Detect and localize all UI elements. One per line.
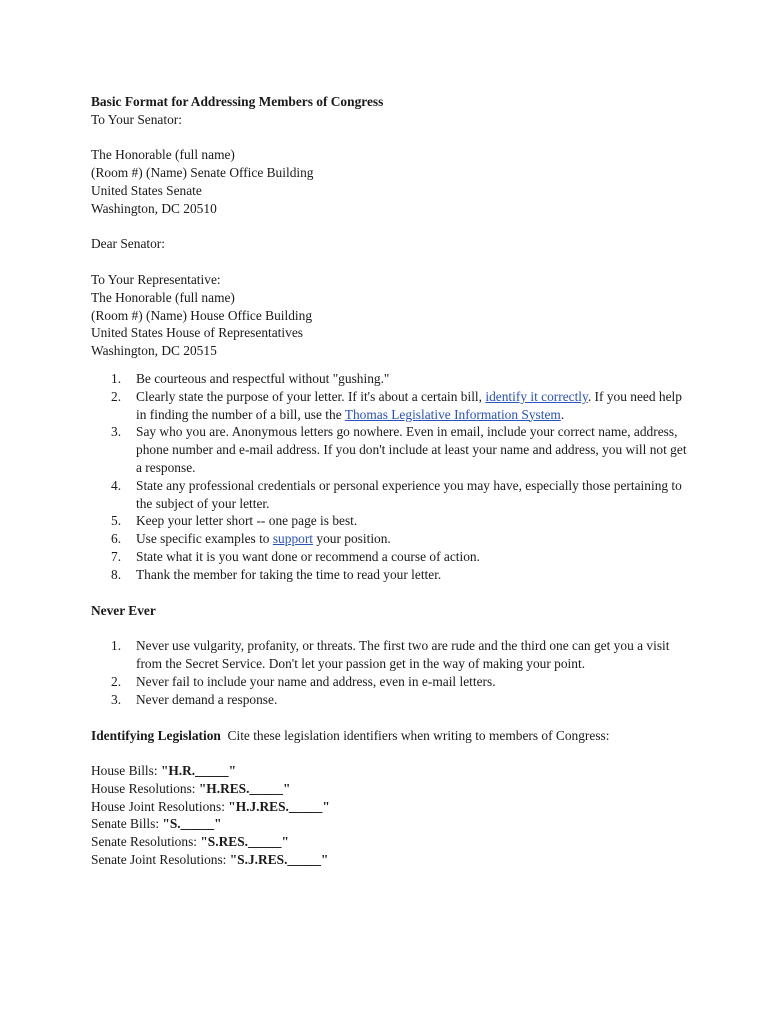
senator-intro: To Your Senator: <box>91 111 182 127</box>
identifier-row <box>91 780 691 798</box>
list-item <box>91 673 691 691</box>
identifier-code: "H.J.RES._____" <box>228 798 330 814</box>
spacer <box>91 584 691 602</box>
list-number: 3. <box>111 691 122 707</box>
document-body <box>91 93 691 869</box>
identifier-label: Senate Resolutions: <box>91 834 201 850</box>
list-number: 2. <box>111 388 122 404</box>
identifier-row <box>91 798 691 816</box>
spacer <box>91 129 691 147</box>
list-item <box>91 477 691 513</box>
identifier-code: "H.R._____" <box>160 763 237 779</box>
tip-text: State any professional credentials or personal experience you may have, especially those pertaining to the subject of your letter. <box>136 477 682 511</box>
representative-address-line-3: United States House of Representatives <box>91 325 303 341</box>
list-number: 4. <box>111 477 122 493</box>
list-item <box>91 512 691 530</box>
identify-it-correctly-link[interactable]: identify it correctly <box>485 388 588 404</box>
identifier-code: "S.RES._____" <box>200 834 289 850</box>
tip-text: . <box>560 406 565 422</box>
senator-address-line-3: United States Senate <box>91 182 202 198</box>
identifier-code: "S._____" <box>162 816 222 832</box>
representative-address-line-2: (Room #) (Name) House Office Building <box>91 307 313 323</box>
list-number: 1. <box>111 370 122 386</box>
spacer <box>91 744 691 762</box>
senator-address-line-1: The Honorable (full name) <box>91 147 235 163</box>
tip-text: Say who you are. Anonymous letters go nowhere. Even in email, include your correct name, address, phone number and e-mail address. If you don't include at least your name and address, you will not get a response. <box>136 424 687 475</box>
senator-address-line-2: (Room #) (Name) Senate Office Building <box>91 165 314 181</box>
spacer <box>91 360 691 370</box>
list-item <box>91 530 691 548</box>
never-text: Never use vulgarity, profanity, or threats. The first two are rude and the third one can get you a visit from the Secret Service. Don't let your passion get in the way of making your point. <box>136 638 670 672</box>
identifier-row <box>91 833 691 851</box>
spacer <box>91 619 691 637</box>
identifier-label: House Resolutions: <box>91 780 199 796</box>
never-text: Never demand a response. <box>136 691 278 707</box>
list-item <box>91 566 691 584</box>
representative-address-line-4: Washington, DC 20515 <box>91 343 217 359</box>
representative-address-line-1: The Honorable (full name) <box>91 289 235 305</box>
list-number: 7. <box>111 548 122 564</box>
thomas-legislative-link[interactable]: Thomas Legislative Information System <box>344 406 561 422</box>
list-number: 6. <box>111 531 122 547</box>
tip-text: Thank the member for taking the time to read your letter. <box>136 566 442 582</box>
tips-list <box>91 370 691 584</box>
list-item <box>91 637 691 673</box>
list-item <box>91 423 691 476</box>
list-item <box>91 548 691 566</box>
spacer <box>91 253 691 271</box>
list-number: 8. <box>111 566 122 582</box>
tip-text: Keep your letter short -- one page is best. <box>136 513 358 529</box>
identifier-row <box>91 815 691 833</box>
identifying-text: Cite these legislation identifiers when writing to members of Congress: <box>220 727 610 743</box>
list-item <box>91 370 691 388</box>
identifying-legislation-paragraph <box>91 727 691 745</box>
tip-text: your position. <box>313 531 391 547</box>
spacer <box>91 218 691 236</box>
spacer <box>91 709 691 727</box>
identifying-heading: Identifying Legislation <box>91 727 221 743</box>
list-number: 2. <box>111 673 122 689</box>
list-item <box>91 388 691 424</box>
identifier-label: Senate Joint Resolutions: <box>91 852 230 868</box>
identifier-code: "H.RES._____" <box>198 780 291 796</box>
support-link[interactable]: support <box>272 531 314 547</box>
never-list <box>91 637 691 708</box>
senator-address-line-4: Washington, DC 20510 <box>91 200 217 216</box>
identifier-row <box>91 762 691 780</box>
senator-salutation: Dear Senator: <box>91 236 165 252</box>
tip-text: Clearly state the purpose of your letter. If it's about a certain bill, <box>136 388 486 404</box>
tip-text: Be courteous and respectful without "gushing." <box>136 370 390 386</box>
identifier-row <box>91 851 691 869</box>
representative-intro: To Your Representative: <box>91 271 221 287</box>
tip-text: . If you need help in finding the number of a bill, use the <box>136 388 682 422</box>
list-item <box>91 691 691 709</box>
identifier-label: House Joint Resolutions: <box>91 798 229 814</box>
never-text: Never fail to include your name and address, even in e-mail letters. <box>136 673 496 689</box>
list-number: 3. <box>111 424 122 440</box>
tip-text: Use specific examples to <box>136 531 273 547</box>
identifier-code: "S.J.RES._____" <box>229 852 329 868</box>
list-number: 1. <box>111 638 122 654</box>
never-ever-heading: Never Ever <box>91 602 156 618</box>
document-heading: Basic Format for Addressing Members of Congress <box>91 94 384 109</box>
identifier-label: Senate Bills: <box>91 816 163 832</box>
identifier-label: House Bills: <box>91 763 161 779</box>
tip-text: State what it is you want done or recommend a course of action. <box>136 548 480 564</box>
list-number: 5. <box>111 513 122 529</box>
